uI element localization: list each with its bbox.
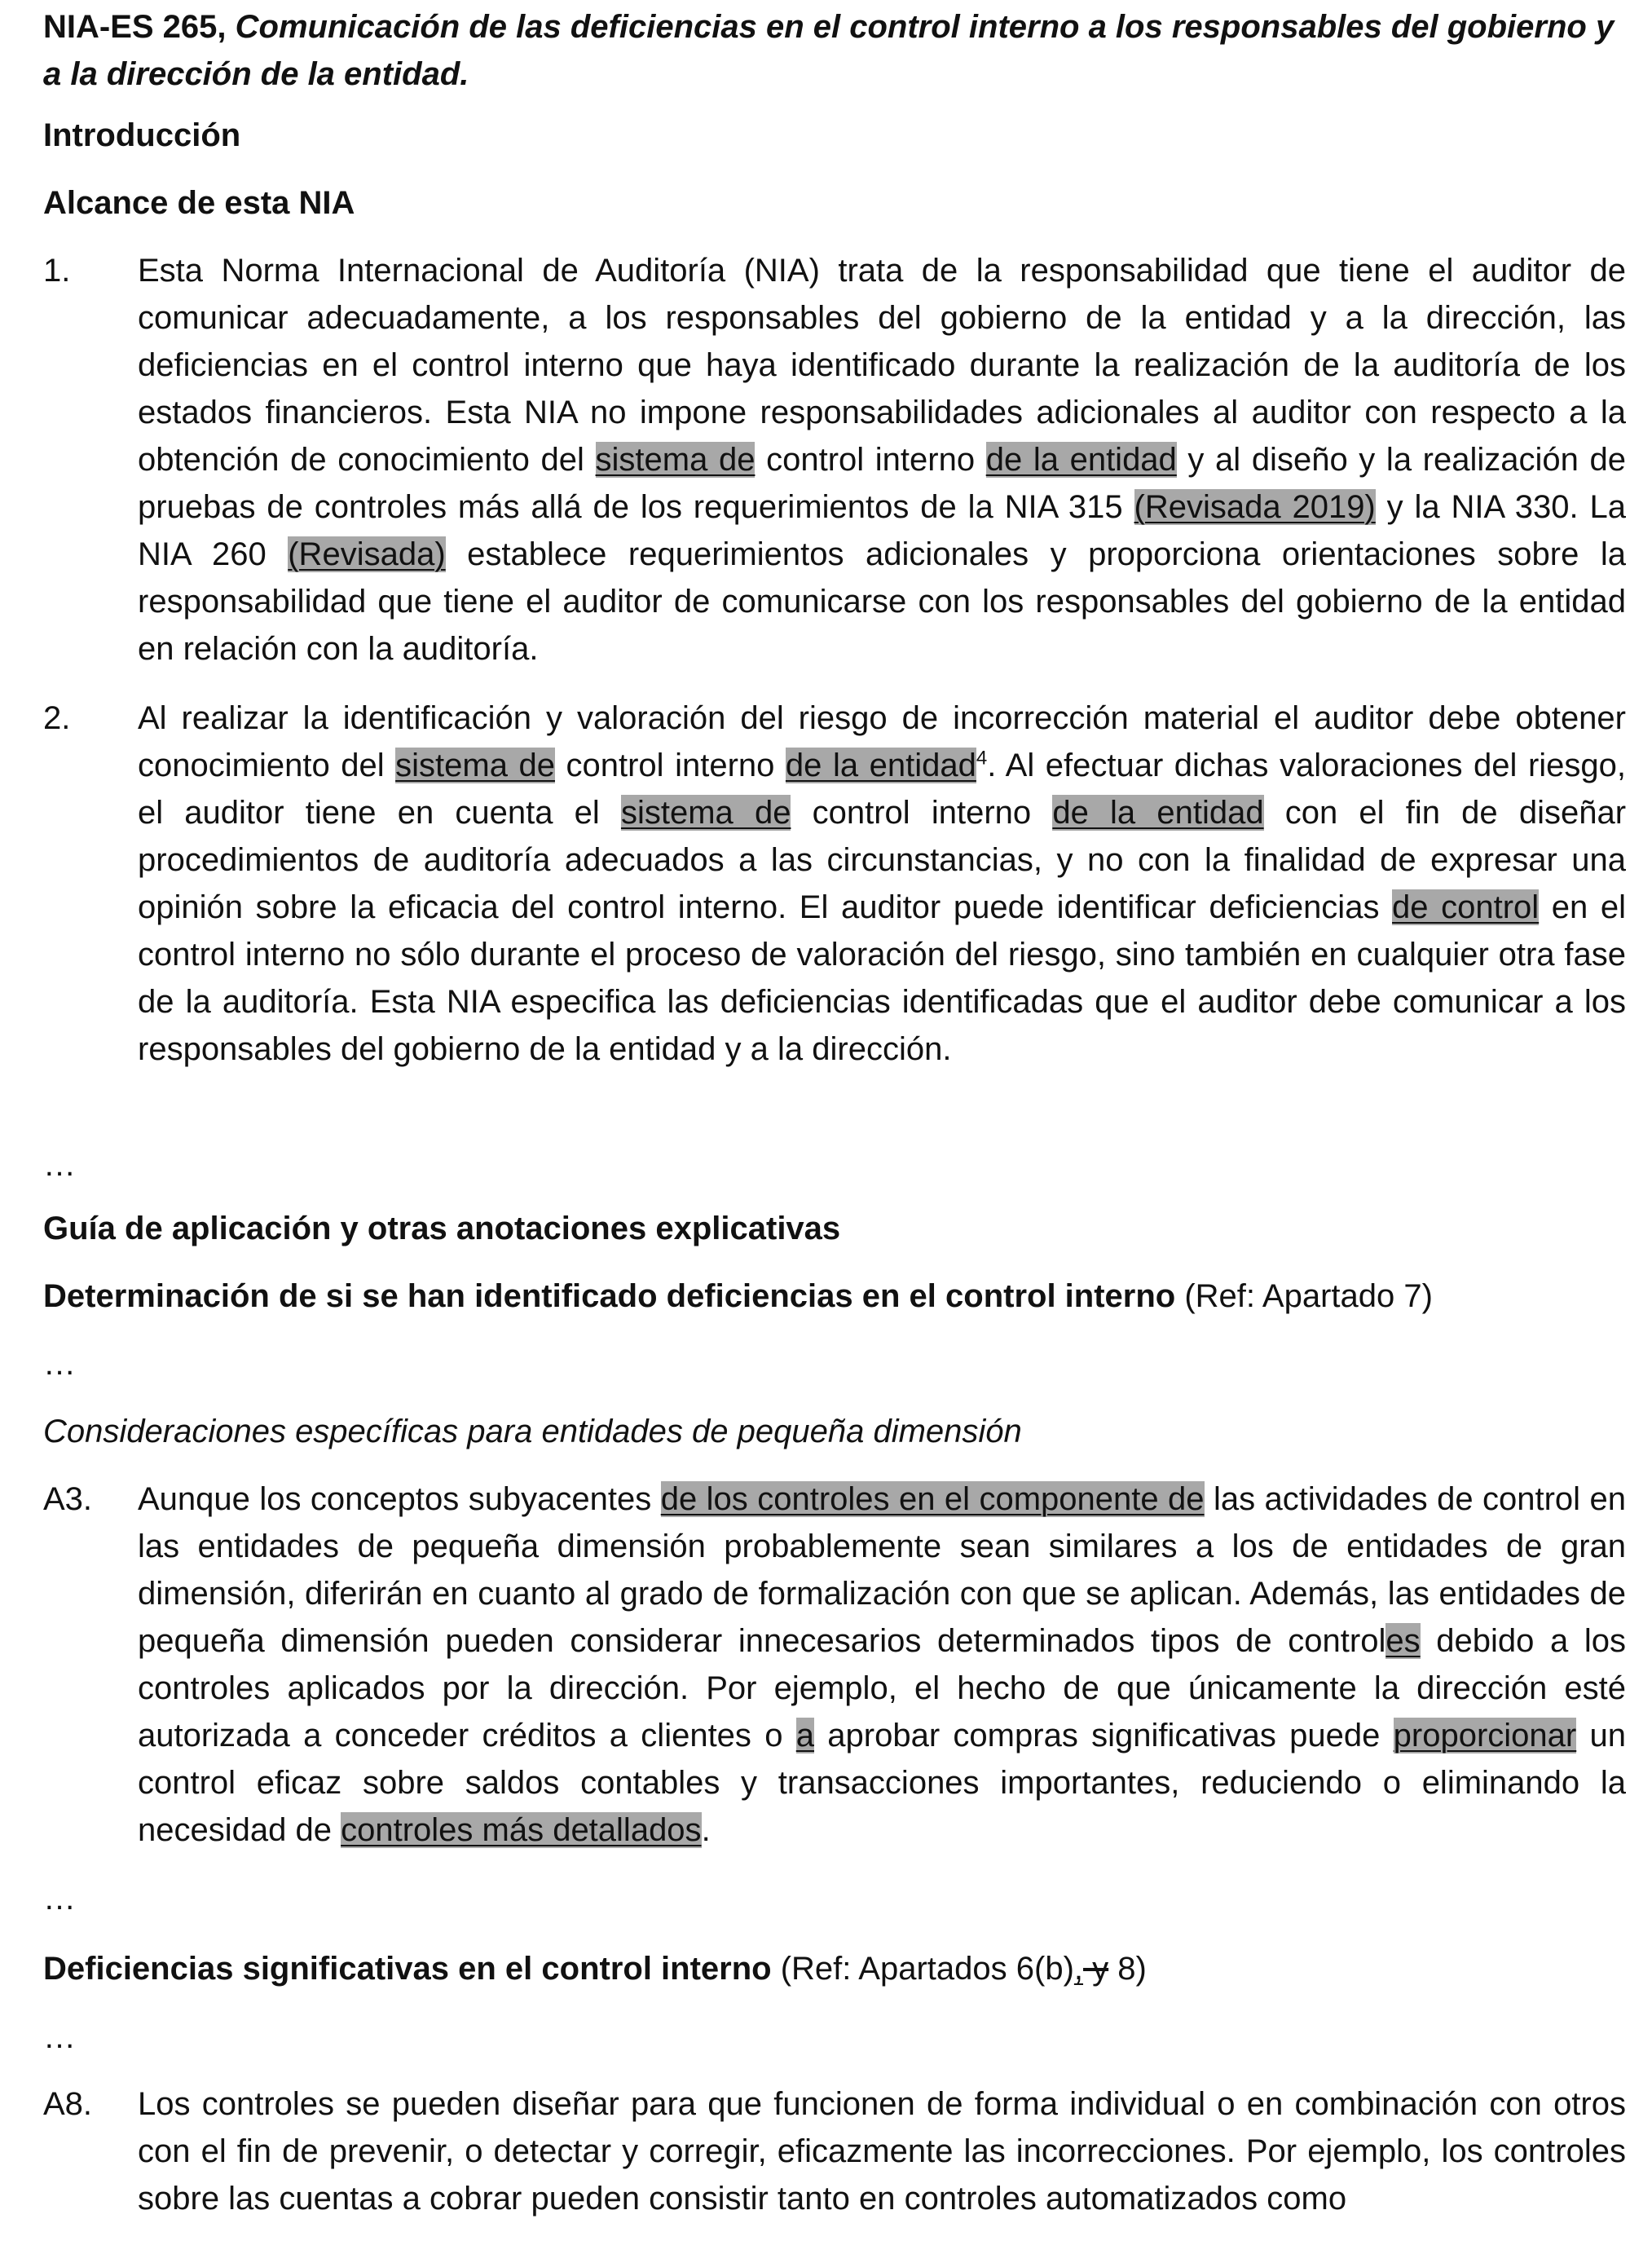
heading-determination: Determinación de si se han identificado deficiencias en el control interno (Ref: Apartado 7)	[43, 1278, 1433, 1314]
highlight: (Revisada 2019)	[1134, 489, 1376, 525]
ellipsis: …	[43, 1881, 76, 1917]
paragraph-number: A3.	[43, 1481, 93, 1517]
heading-significant: Deficiencias significativas en el control interno (Ref: Apartados 6(b), y 8)	[43, 1951, 1147, 1987]
highlight: (Revisada)	[288, 536, 446, 572]
highlight: de la entidad	[785, 748, 976, 783]
paragraph-body: Aunque los conceptos subyacentes de los controles en el componente de las actividades de control en las entidades de pequeña dimensión probablemente sean similares a los de entidades de gran dimensión, diferirán en cuanto al grado de formalización con que se aplican. Además, las entidades de pequeña dimensión pueden considerar innecesarios determinados tipos de controles debido a los controles aplicados por la dirección. Por ejemplo, el hecho de que únicamente la dirección esté autorizada a conceder créditos a clientes o a aprobar compras significativas puede proporcionar un control eficaz sobre saldos contables y transacciones importantes, reduciendo o eliminando la necesidad de controles más detallados.	[138, 1481, 1627, 1848]
highlight: de la entidad	[1052, 795, 1264, 831]
paragraph-1	[43, 247, 1626, 673]
highlight: proporcionar	[1393, 1718, 1577, 1753]
highlight: sistema de	[620, 795, 791, 831]
heading-guide: Guía de aplicación y otras anotaciones explicativas	[43, 1211, 841, 1246]
highlight: controles más detallados	[341, 1812, 702, 1848]
paragraph-number: 1.	[43, 253, 71, 289]
paragraph-2	[43, 695, 1626, 1073]
title-code: NIA-ES 265,	[43, 9, 227, 45]
deleted-text: y	[1083, 1951, 1109, 1987]
title-text: Comunicación de las deficiencias en el control interno a los responsables del gobierno y a la dirección de la entidad.	[43, 9, 1615, 92]
paragraph-a8	[43, 2080, 1626, 2222]
footnote-ref[interactable]: 4	[976, 747, 988, 770]
heading-introduction: Introducción	[43, 117, 241, 153]
paragraph-a3	[43, 1476, 1626, 1854]
ellipsis: …	[43, 1147, 76, 1183]
highlight: es	[1385, 1623, 1421, 1659]
paragraph-number: A8.	[43, 2086, 93, 2122]
paragraph-body: Al realizar la identificación y valoración del riesgo de incorrección material el auditor debe obtener conocimiento del sistema de control interno de la entidad$^4$. Al efectuar dichas valoraciones del riesgo, el auditor tiene en cuenta el sistema de control interno de la entidad con el fin de diseñar procedimientos de auditoría adecuados a las circunstancias, y no con la finalidad de expresar una opinión sobre la eficacia del control interno. El auditor puede identificar deficiencias de control en el control interno no sólo durante el proceso de valoración del riesgo, sino también en cualquier otra fase de la auditoría. Esta NIA especifica las deficiencias identificadas que el auditor debe comunicar a los responsables del gobierno de la entidad y a la dirección.	[138, 700, 1627, 1067]
document-title	[43, 3, 1626, 98]
highlight: de la entidad	[985, 442, 1177, 478]
paragraph-number: 2.	[43, 700, 71, 736]
highlight: de los controles en el componente de	[660, 1481, 1205, 1517]
highlight: sistema de	[395, 748, 555, 783]
highlight: a	[795, 1718, 814, 1753]
heading-small-entities: Consideraciones específicas para entidades de pequeña dimensión	[43, 1414, 1022, 1449]
paragraph-body: Los controles se pueden diseñar para que funcionen de forma individual o en combinación con otros con el fin de prevenir, o detectar y corregir, eficazmente las incorrecciones. Por ejemplo, los controles sobre las cuentas a cobrar pueden consistir tanto en controles automatizados como	[138, 2086, 1626, 2217]
ellipsis: …	[43, 2019, 76, 2055]
highlight: sistema de	[595, 442, 756, 478]
heading-scope: Alcance de esta NIA	[43, 185, 355, 221]
paragraph-body: Esta Norma Internacional de Auditoría (NIA) trata de la responsabilidad que tiene el auditor de comunicar adecuadamente, a los responsables del gobierno de la entidad y a la dirección, las deficiencias en el control interno que haya identificado durante la realización de la auditoría de los estados financieros. Esta NIA no impone responsabilidades adicionales al auditor con respecto a la obtención de conocimiento del sistema de control interno de la entidad y al diseño y la realización de pruebas de controles más allá de los requerimientos de la NIA 315 (Revisada 2019) y la NIA 330. La NIA 260 (Revisada) establece requerimientos adicionales y proporciona orientaciones sobre la responsabilidad que tiene el auditor de comunicarse con los responsables del gobierno de la entidad en relación con la auditoría.	[138, 253, 1627, 667]
ellipsis: …	[43, 1346, 76, 1382]
highlight: de control	[1392, 889, 1540, 925]
reference: (Ref: Apartado 7)	[1175, 1278, 1433, 1314]
